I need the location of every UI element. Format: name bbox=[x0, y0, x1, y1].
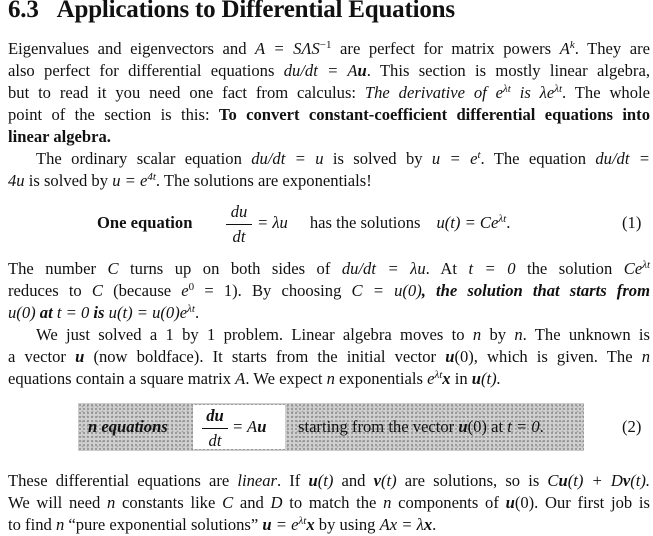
paragraph-3-line-4: We just solved a 1 by 1 problem. Linear algebra moves to n by n. The unknown is bbox=[36, 325, 650, 344]
equation-2 bbox=[0, 398, 653, 458]
equation-2-fraction: du dt bbox=[202, 406, 228, 451]
paragraph-2-line-1: The ordinary scalar equation du/dt = u is solved by $u = e^t$. The equation du/dt = bbox=[36, 149, 650, 168]
equation-2-number: (2) bbox=[622, 417, 642, 436]
paragraph-3-line-1: The number C turns up on both sides of du/dt = λu. At t = 0 the solution $Ce^{\lambda t}$ bbox=[8, 259, 651, 278]
equation-1-fraction: du dt bbox=[226, 202, 252, 247]
equation-1 bbox=[0, 200, 653, 248]
paragraph-1-line-3: but to read it you need one fact from calculus: The derivative of $e^{\lambda t}$ is $\lambda e^{\lambda t}$. The whole bbox=[8, 83, 650, 102]
paragraph-1-line-1: Eigenvalues and eigenvectors and $A = S\Lambda S^{-1}$ are perfect for matrix powers $A^k$. They are bbox=[8, 39, 651, 58]
equation-1-rhs: = λu has the solutions $u(t) = Ce^{\lambda t}$. bbox=[257, 213, 511, 232]
paragraph-4-line-3: to find n “pure exponential solutions” $u = e^{\lambda t}x$ by using Ax = λx. bbox=[8, 515, 437, 534]
section-heading bbox=[8, 0, 455, 24]
section-number: 6.3 bbox=[8, 0, 39, 23]
paragraph-3-line-2: reduces to C (because $e^0 = 1$). By choosing C = u(0), the solution that starts from bbox=[8, 281, 650, 300]
equation-2-condition: starting from the vector u(0) at t = 0. bbox=[298, 417, 544, 436]
paragraph-1-line-5: linear algebra. bbox=[8, 127, 111, 146]
paragraph-3-line-5: a vector u (now boldface). It starts from the initial vector u(0), which is given. The n bbox=[8, 347, 650, 366]
equation-1-number: (1) bbox=[622, 213, 642, 232]
paragraph-3-line-6: equations contain a square matrix A. We expect n exponentials $e^{\lambda t}x$ in u(t). bbox=[8, 369, 501, 388]
section-title: Applications to Differential Equations bbox=[56, 0, 455, 23]
paragraph-1-line-2: also perfect for differential equations du/dt = Au. This section is mostly linear algebra, bbox=[8, 61, 650, 80]
equation-1-label: One equation bbox=[97, 213, 193, 232]
paragraph-4-line-2: We will need n constants like C and D to match the n components of u(0). Our first job is bbox=[8, 493, 650, 512]
paragraph-4-line-1: These differential equations are linear. If u(t) and v(t) are solutions, so is Cu(t) + Dv(t). bbox=[8, 471, 650, 490]
paragraph-3-line-3: u(0) at t = 0 is $u(t) = u(0)e^{\lambda t}$. bbox=[8, 303, 200, 322]
paragraph-1-line-4: point of the section is this: To convert constant-coefficient differential equations into bbox=[8, 105, 650, 124]
equation-2-label: n equations bbox=[88, 417, 168, 436]
paragraph-2-line-2: 4u is solved by $u = e^{4t}$. The solutions are exponentials! bbox=[8, 171, 372, 190]
equation-2-rhs: = Au bbox=[232, 417, 267, 436]
